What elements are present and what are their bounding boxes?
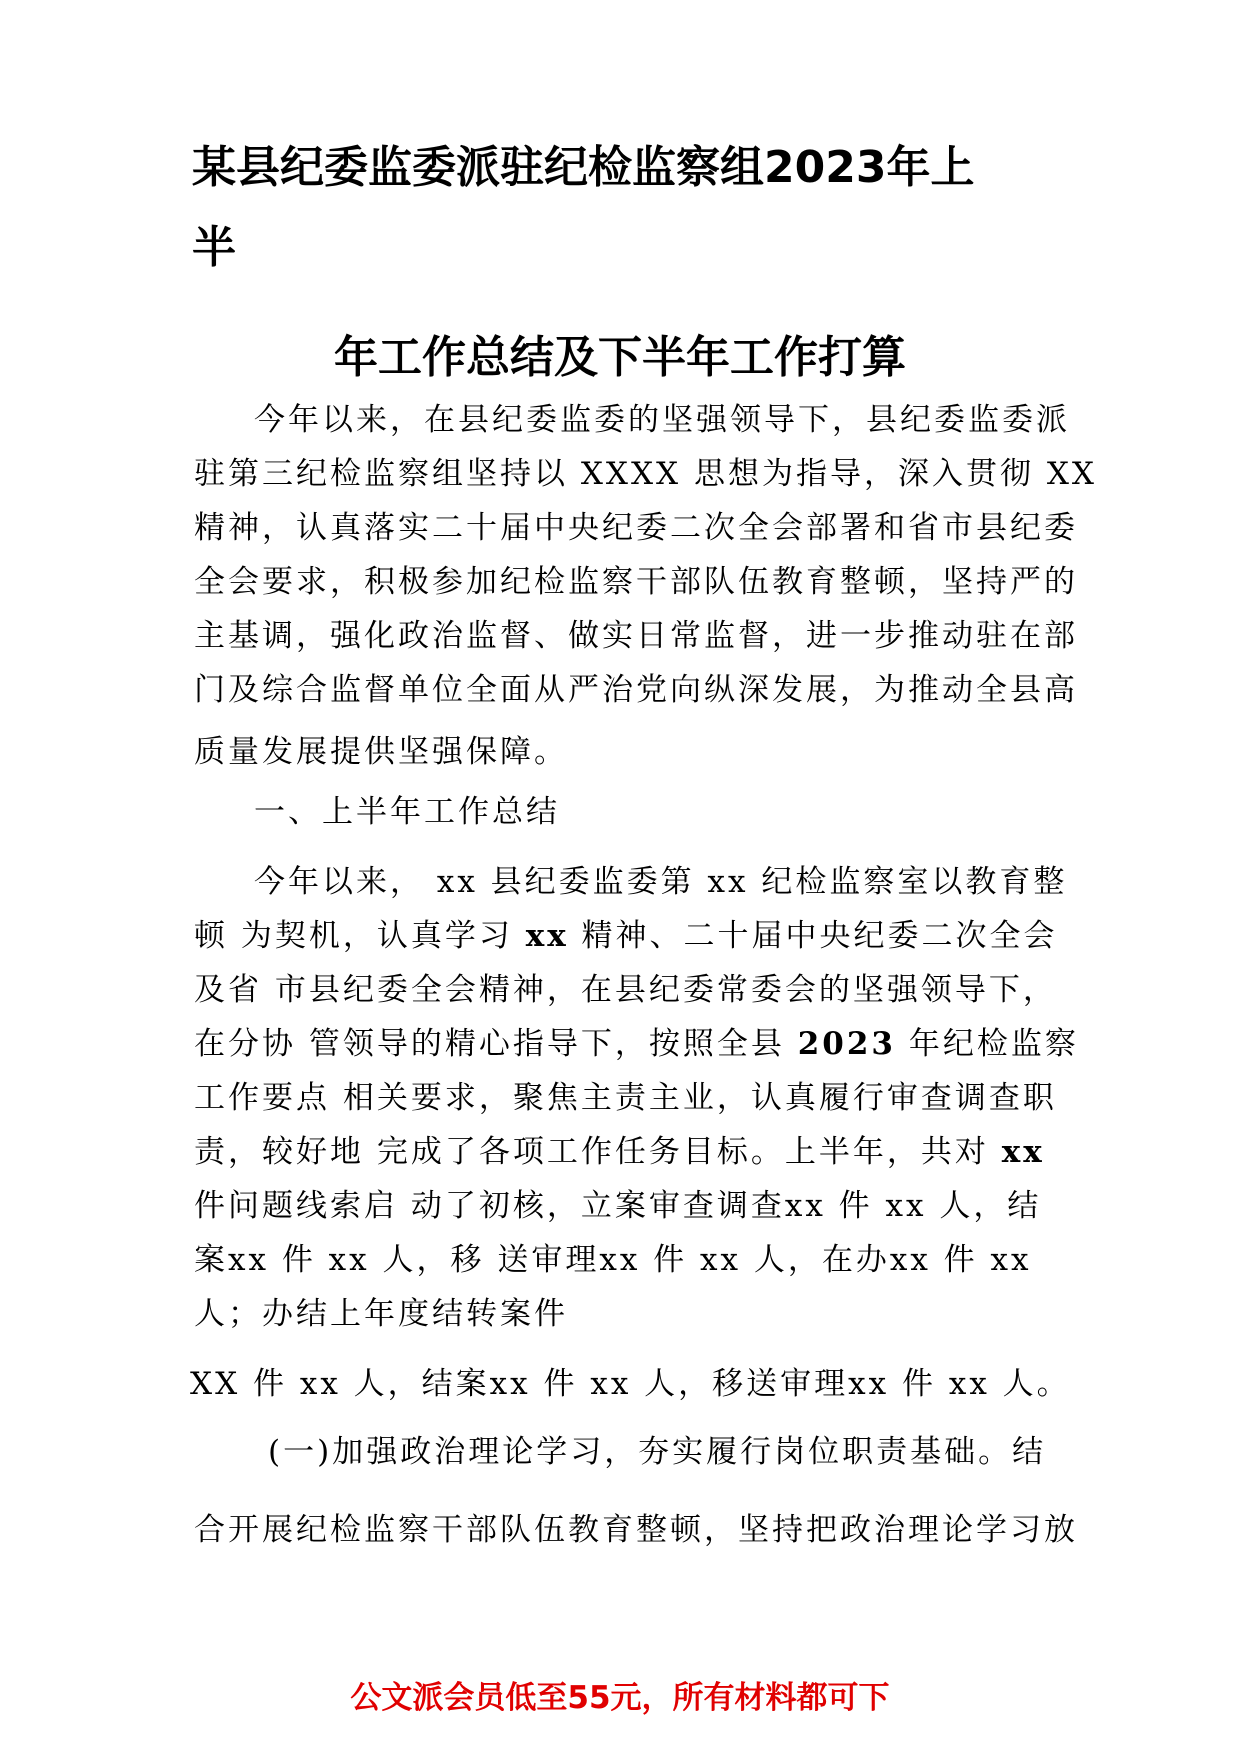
paragraph-2-text: 顿 为契机，认真学习 — [194, 918, 513, 954]
paragraph-3-line: XX 件 xx 人，结案xx 件 xx 人，移送审理xx 件 xx 人。 — [190, 1366, 1071, 1402]
paragraph-1-line: 驻第三纪检监察组坚持以 XXXX 思想为指导，深入贯彻 XX — [194, 456, 1097, 492]
paragraph-2-line — [194, 914, 1058, 958]
paragraph-4-line: (一)加强政治理论学习，夯实履行岗位职责基础。结 — [268, 1434, 1047, 1470]
paragraph-1-line: 今年以来，在县纪委监委的坚强领导下，县纪委监委派 — [254, 402, 1070, 438]
paragraph-2-bold: xx — [525, 918, 569, 954]
paragraph-2-text: 在分协 管领导的精心指导下，按照全县 — [194, 1026, 785, 1062]
paragraph-1-line: 主基调，强化政治监督、做实日常监督，进一步推动驻在部 — [194, 618, 1078, 654]
section-heading: 一、上半年工作总结 — [254, 794, 560, 830]
paragraph-2-line: 件问题线索启 动了初核，立案审查调查xx 件 xx 人，结 — [194, 1188, 1042, 1224]
paragraph-2-line — [194, 1130, 1045, 1174]
title-line-2: 半 — [192, 222, 236, 273]
paragraph-1-line: 门及综合监督单位全面从严治党向纵深发展，为推动全县高 — [194, 672, 1078, 708]
paragraph-2-line: 工作要点 相关要求，聚焦主责主业，认真履行审查调查职 — [194, 1080, 1057, 1116]
paragraph-2-line — [194, 1022, 1079, 1066]
paragraph-2-bold: 2023 — [797, 1026, 896, 1062]
paragraph-2-text: 责，较好地 完成了各项工作任务目标。上半年，共对 — [194, 1134, 989, 1170]
paragraph-1-line: 精神，认真落实二十届中央纪委二次全会部署和省市县纪委 — [194, 510, 1078, 546]
paragraph-1-line: 全会要求，积极参加纪检监察干部队伍教育整顿，坚持严的 — [194, 564, 1078, 600]
title-line-3: 年工作总结及下半年工作打算 — [334, 332, 906, 383]
paragraph-4-line: 合开展纪检监察干部队伍教育整顿，坚持把政治理论学习放 — [194, 1512, 1078, 1548]
paragraph-2-text: 年纪检监察 — [908, 1026, 1079, 1062]
paragraph-2-text: 精神、二十届中央纪委二次全会 — [581, 918, 1058, 954]
paragraph-1-line: 质量发展提供坚强保障。 — [194, 734, 568, 770]
paragraph-2-line: 案xx 件 xx 人，移 送审理xx 件 xx 人，在办xx 件 xx — [194, 1242, 1032, 1278]
paragraph-2-line: 及省 市县纪委全会精神，在县纪委常委会的坚强领导下， — [194, 972, 1057, 1008]
paragraph-2-line: 今年以来， xx 县纪委监委第 xx 纪检监察室以教育整 — [254, 864, 1068, 900]
footer-ad-text: 公文派会员低至55元，所有材料都可下 — [350, 1680, 890, 1716]
title-line-1: 某县纪委监委派驻纪检监察组2023年上 — [192, 142, 975, 193]
paragraph-2-line: 人；办结上年度结转案件 — [194, 1296, 568, 1332]
paragraph-2-bold: xx — [1001, 1134, 1045, 1170]
